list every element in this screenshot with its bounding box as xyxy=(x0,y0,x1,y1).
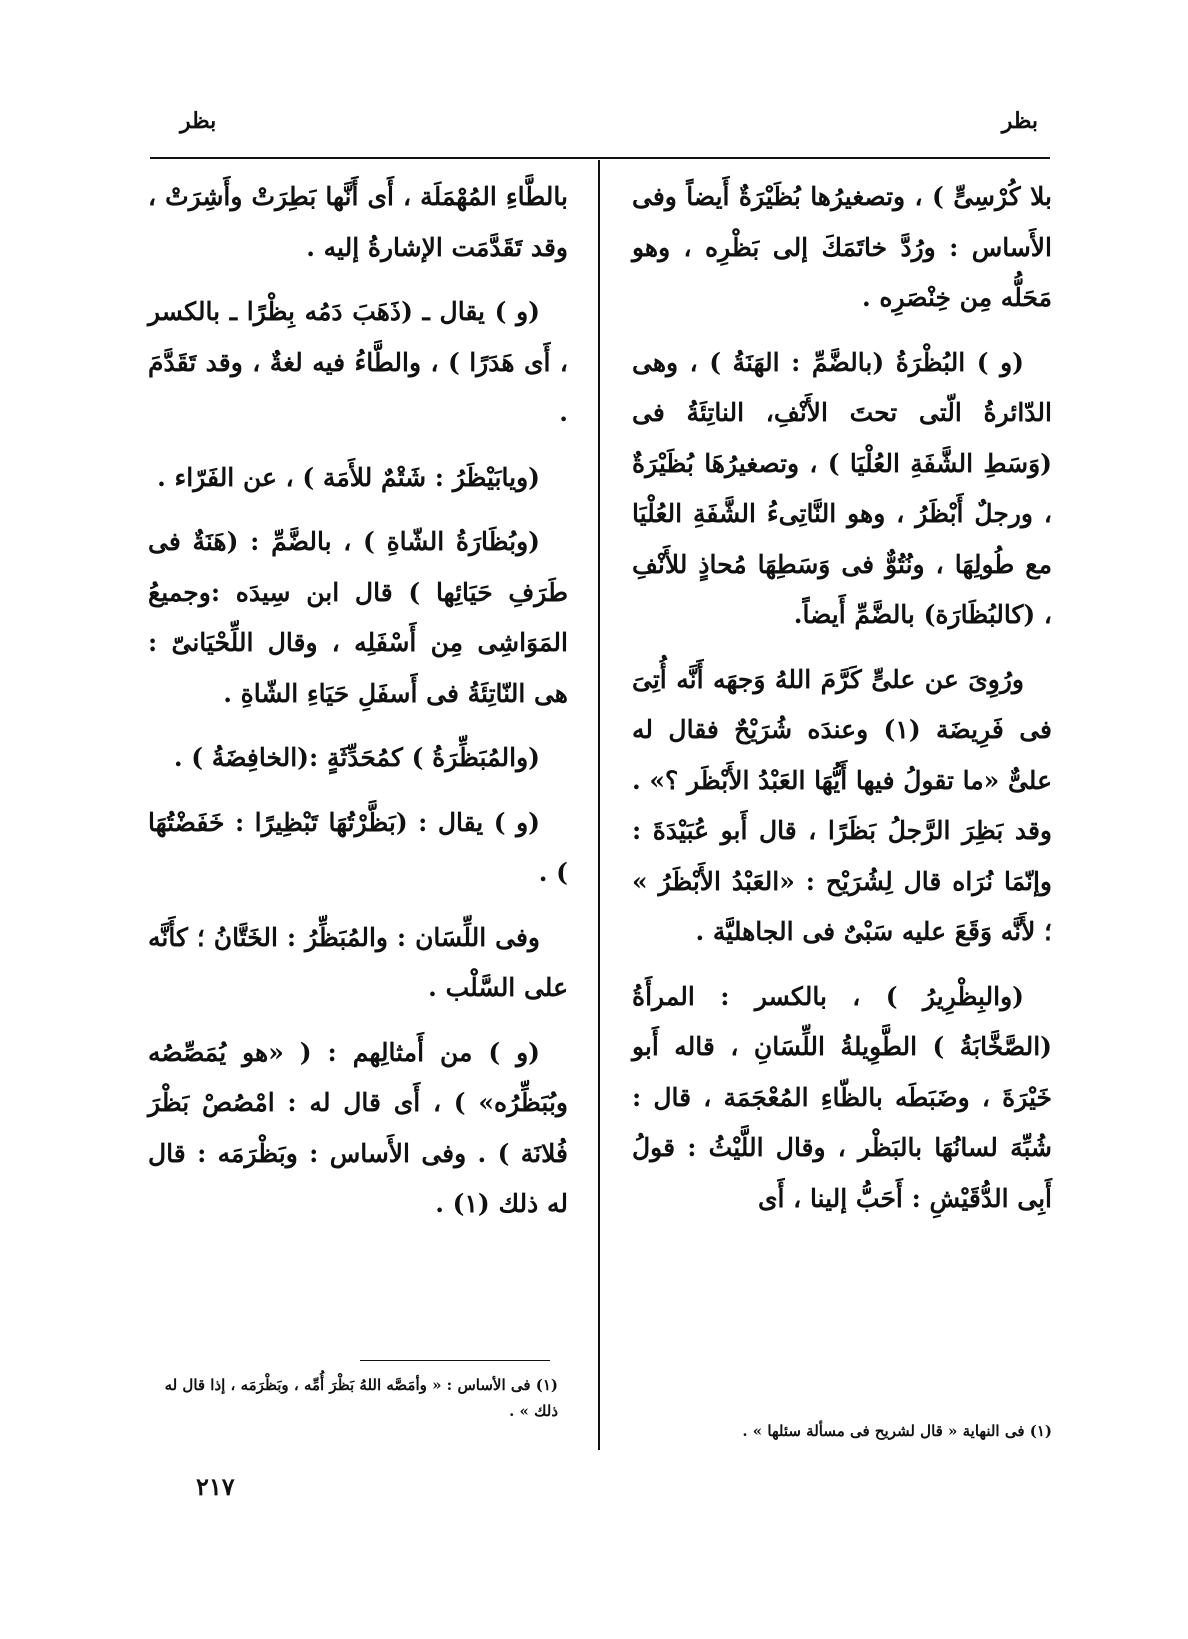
footnote-rule xyxy=(360,1360,550,1361)
entry-paragraph: (و ) من أَمثالِهم : ( «هو يُمَصِّصُه وبُبَظِّرُه» ) ، أَى قال له : امْصُصْ بَظْرَ فُلانَة ) . وفى الأَساس : وبَظْرَمَه : قال له ذلك (١) . xyxy=(148,1037,568,1218)
entry-paragraph: (و ) يقال : (بَظَّرْتُهَا تَبْظِيرًا : خَفَضْتُهَا ) . xyxy=(148,807,568,887)
running-head-left: بظر xyxy=(180,108,217,134)
left-column xyxy=(148,172,568,1244)
right-column xyxy=(632,172,1052,1238)
entry-paragraph: (ويابَيْظَرُ : شَتْمٌ للأَمَة ) ، عن الفَرّاء . xyxy=(157,462,540,492)
entry-paragraph: بلا كُرْسِىٍّ ) ، وتصغيرُها بُظَيْرَةٌ أَيضاً وفى الأَساس : ورُدَّ خاتَمَكَ إلى بَظْرِه ، وهو مَحَلُّه مِن خِنْصَرِه . xyxy=(632,182,1052,312)
entry-paragraph: (والمُبَظِّرَةُ ) كمُحَدِّثَةٍ :(الخافِضَةُ ) . xyxy=(173,743,540,772)
entry-paragraph: (والبِظْرِيرُ ) ، بالكسر : المرأَةُ (الصَّخَّابَةُ ) الطَّوِيلةُ اللِّسَانِ ، قاله أَبو خَيْرَةَ ، وضَبَطَه بالظّاءِ المُعْجَمَة ، قال : شُبِّهَ لسانُهَا بالبَظْر ، وقال اللَّيْثُ : قولُ أَبِى الدُّقَيْشِ : أَحَبُّ إلينا ، أَى xyxy=(632,981,1052,1213)
entry-paragraph: (وبُظَارَةُ الشّاةِ ) ، بالضَّمِّ : (هَنَةٌ فى طَرَفِ حَيَائِها ) قال ابن سِيدَه :وجميعُ المَوَاشِى مِن أَسْفَلِه ، وقال اللِّحْيَانىّ : هى النّاتِئَةُ فى أَسفَلِ حَيَاءِ الشّاةِ . xyxy=(148,527,568,708)
column-divider xyxy=(598,160,600,1450)
entry-paragraph: ورُوِىَ عن علىٍّ كَرَّمَ اللهُ وَجهَه أَنَّه أُتِىَ فى فَرِيضَة (١) وعندَه شُرَيْحٌ فقال له علىٌّ «ما تقولُ فيها أَيُّهَا العَبْدُ الأَبْظَر ؟» . وقد بَظِرَ الرَّجلُ بَظَرًا ، قال أَبو عُبَيْدَةَ : وإنّمَا نُرَاه قال لِشُرَيْح : «العَبْدُ الأَبْظَرُ » ؛ لأَنَّه وَقَعَ عليه سَبْىٌ فى الجاهليَّة . xyxy=(631,664,1052,946)
footnote-right: (١) فى النهاية « قال لشريح فى مسألة سئلها » . xyxy=(742,1422,1052,1440)
footnote-left: (١) فى الأساس : « وأمَصَّه اللهُ بَظْرَ أُمِّه ، وبَظْرَمَه ، إذا قال له ذلك » . xyxy=(164,1376,558,1420)
header-rule xyxy=(150,157,1050,159)
entry-paragraph: (و ) يقال ـ (ذَهَبَ دَمُه بِظْرًا ـ بالكسر ، أَى هَدَرًا ) ، والطَّاءُ فيه لغةٌ ، وقد تَقَدَّمَ . xyxy=(148,297,568,427)
entry-paragraph: وفى اللِّسَان : والمُبَظِّرُ : الخَتَّانُ ؛ كأَنَّه على السَّلْب . xyxy=(148,922,568,1002)
entry-paragraph: بالطَّاءِ المُهْمَلَة ، أَى أَنَّها بَطِرَتْ وأَشِرَتْ ، وقد تَقَدَّمَت الإشارةُ إليه . xyxy=(148,182,568,262)
page-number: ٢١٧ xyxy=(196,1472,235,1501)
entry-paragraph: (و ) البُظْرَةُ (بالضَّمِّ : الهَنَةُ ) ، وهى الدّائرةُ الّتى تحتَ الأَنْفِ، الناتِئَةُ فى (وَسَطِ الشَّفَةِ العُلْيَا ) ، وتصغيرُهَا بُظَيْرَةٌ ، ورجلٌ أَبْظَرُ ، وهو النَّاتِىءُ الشَّفَةِ العُلْيَا مع طُولِهَا ، ونُتُوٌّ فى وَسَطِهَا مُحاذٍ للأَنْفِ ، (كالبُظَارَة) بالضَّمِّ أَيضاً. xyxy=(632,347,1052,629)
running-head-right: بظر xyxy=(1001,108,1038,134)
